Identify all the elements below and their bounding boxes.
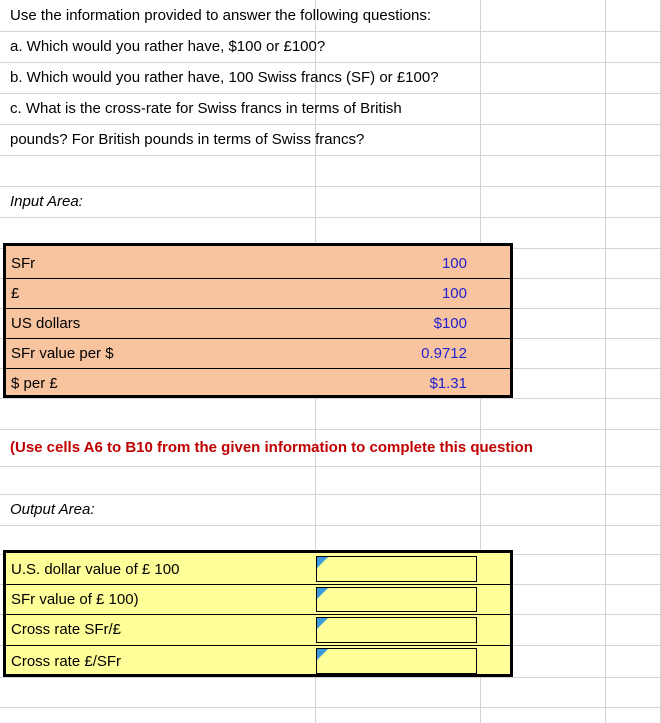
comment-marker-icon [317, 618, 328, 629]
input-row-value[interactable]: $1.31 [429, 374, 467, 392]
output-row-label: Cross rate SFr/£ [11, 621, 122, 638]
row-divider [0, 217, 661, 218]
answer-value [317, 618, 476, 642]
comment-marker-icon [317, 588, 328, 599]
input-row-value[interactable]: 0.9712 [421, 344, 467, 362]
output-row-label: SFr value of £ 100) [11, 590, 139, 608]
input-row-value[interactable]: 100 [441, 254, 467, 272]
answer-input-cross-rate-sfr-gbp[interactable] [316, 617, 477, 643]
input-row-value[interactable]: $100 [433, 314, 467, 332]
input-row-value[interactable]: 100 [441, 284, 467, 302]
row-divider [0, 677, 661, 678]
output-row-label: Cross rate £/SFr [11, 652, 122, 670]
output-row-label: U.S. dollar value of £ 100 [11, 560, 180, 578]
question-line-4: c. What is the cross-rate for Swiss francs in terms of British [10, 100, 402, 117]
row-divider [0, 525, 661, 526]
comment-marker-icon [317, 649, 328, 660]
answer-input-sfr-value[interactable] [316, 587, 477, 612]
input-row-label: $ per £ [11, 374, 58, 392]
input-row-label: £ [11, 284, 20, 302]
input-row-label: US dollars [11, 314, 81, 332]
input-area-label: Input Area: [10, 193, 83, 210]
row-divider [0, 155, 661, 156]
answer-input-cross-rate-gbp-sfr[interactable] [316, 648, 477, 674]
question-line-1: Use the information provided to answer the following questions: [10, 7, 432, 24]
answer-value [317, 588, 476, 611]
question-line-2: a. Which would you rather have, $100 or £100? [10, 38, 326, 55]
answer-value [317, 557, 476, 581]
instruction-note: (Use cells A6 to B10 from the given information to complete this question [10, 439, 533, 456]
question-line-3: b. Which would you rather have, 100 Swiss francs (SF) or £100? [10, 69, 439, 86]
row-divider [0, 466, 661, 467]
output-area-label: Output Area: [10, 501, 95, 518]
row-divider [0, 398, 661, 399]
comment-marker-icon [317, 557, 328, 568]
input-row-label: SFr value per $ [11, 344, 114, 362]
row-divider [0, 707, 661, 708]
answer-value [317, 649, 476, 673]
answer-input-usd-value[interactable] [316, 556, 477, 582]
question-line-5: pounds? For British pounds in terms of Swiss francs? [10, 131, 365, 148]
input-row-label: SFr [11, 254, 36, 272]
